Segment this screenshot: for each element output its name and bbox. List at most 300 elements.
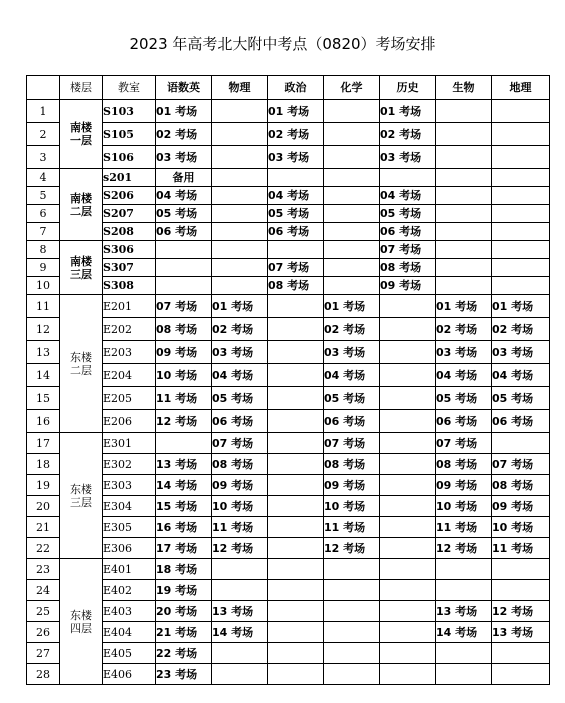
exam-cell-chinese-math-english: 13 考场 bbox=[156, 454, 212, 475]
exam-cell-geography bbox=[492, 187, 550, 205]
exam-cell-biology: 11 考场 bbox=[436, 517, 492, 538]
exam-cell-politics bbox=[268, 241, 324, 259]
room-cell: S206 bbox=[103, 187, 156, 205]
exam-cell-physics bbox=[212, 643, 268, 664]
floor-building: 东楼 bbox=[70, 350, 92, 364]
room-cell: E204 bbox=[103, 364, 156, 387]
row-number: 17 bbox=[27, 433, 60, 454]
exam-cell-chemistry bbox=[324, 223, 380, 241]
room-cell: E203 bbox=[103, 341, 156, 364]
header-cell-chemistry: 化学 bbox=[324, 76, 380, 100]
floor-cell bbox=[60, 559, 103, 685]
exam-cell-geography bbox=[492, 580, 550, 601]
exam-cell-chemistry bbox=[324, 277, 380, 295]
exam-cell-chemistry bbox=[324, 559, 380, 580]
exam-cell-biology bbox=[436, 100, 492, 123]
exam-cell-geography bbox=[492, 123, 550, 146]
room-cell: E302 bbox=[103, 454, 156, 475]
exam-cell-geography bbox=[492, 205, 550, 223]
exam-cell-politics: 08 考场 bbox=[268, 277, 324, 295]
room-cell: S308 bbox=[103, 277, 156, 295]
room-cell: S208 bbox=[103, 223, 156, 241]
exam-cell-politics: 04 考场 bbox=[268, 187, 324, 205]
exam-cell-politics bbox=[268, 622, 324, 643]
room-cell: E206 bbox=[103, 410, 156, 433]
exam-cell-biology bbox=[436, 123, 492, 146]
exam-cell-chemistry: 02 考场 bbox=[324, 318, 380, 341]
exam-cell-physics: 11 考场 bbox=[212, 517, 268, 538]
floor-building: 南楼 bbox=[70, 121, 92, 134]
table-row bbox=[27, 146, 550, 169]
exam-cell-chemistry: 05 考场 bbox=[324, 387, 380, 410]
exam-cell-chinese-math-english: 16 考场 bbox=[156, 517, 212, 538]
exam-cell-physics: 07 考场 bbox=[212, 433, 268, 454]
exam-cell-geography: 12 考场 bbox=[492, 601, 550, 622]
exam-cell-history bbox=[380, 559, 436, 580]
exam-cell-physics bbox=[212, 559, 268, 580]
row-number: 11 bbox=[27, 295, 60, 318]
exam-cell-history: 01 考场 bbox=[380, 100, 436, 123]
exam-cell-chinese-math-english: 19 考场 bbox=[156, 580, 212, 601]
exam-cell-chemistry: 12 考场 bbox=[324, 538, 380, 559]
floor-level: 二层 bbox=[70, 363, 92, 377]
exam-cell-chinese-math-english: 14 考场 bbox=[156, 475, 212, 496]
header-cell-history: 历史 bbox=[380, 76, 436, 100]
table-row bbox=[27, 318, 550, 341]
exam-cell-geography: 06 考场 bbox=[492, 410, 550, 433]
exam-cell-chemistry: 07 考场 bbox=[324, 433, 380, 454]
exam-cell-physics: 03 考场 bbox=[212, 341, 268, 364]
exam-cell-chemistry bbox=[324, 205, 380, 223]
exam-cell-politics bbox=[268, 601, 324, 622]
exam-cell-biology: 13 考场 bbox=[436, 601, 492, 622]
floor-building: 东楼 bbox=[70, 482, 92, 496]
exam-cell-chinese-math-english: 17 考场 bbox=[156, 538, 212, 559]
exam-cell-physics: 05 考场 bbox=[212, 387, 268, 410]
row-number: 16 bbox=[27, 410, 60, 433]
exam-cell-history bbox=[380, 387, 436, 410]
exam-cell-history bbox=[380, 364, 436, 387]
exam-cell-geography: 04 考场 bbox=[492, 364, 550, 387]
exam-cell-history bbox=[380, 410, 436, 433]
exam-cell-chemistry: 08 考场 bbox=[324, 454, 380, 475]
exam-cell-biology: 05 考场 bbox=[436, 387, 492, 410]
exam-cell-politics bbox=[268, 580, 324, 601]
exam-cell-physics bbox=[212, 205, 268, 223]
exam-cell-chemistry: 04 考场 bbox=[324, 364, 380, 387]
row-number: 14 bbox=[27, 364, 60, 387]
exam-cell-biology bbox=[436, 146, 492, 169]
exam-cell-geography bbox=[492, 643, 550, 664]
exam-cell-politics bbox=[268, 664, 324, 685]
exam-cell-physics bbox=[212, 223, 268, 241]
row-number: 19 bbox=[27, 475, 60, 496]
exam-cell-biology: 08 考场 bbox=[436, 454, 492, 475]
exam-cell-chemistry bbox=[324, 580, 380, 601]
exam-cell-geography: 01 考场 bbox=[492, 295, 550, 318]
exam-cell-physics: 02 考场 bbox=[212, 318, 268, 341]
exam-cell-history bbox=[380, 341, 436, 364]
exam-cell-physics: 04 考场 bbox=[212, 364, 268, 387]
row-number: 20 bbox=[27, 496, 60, 517]
exam-cell-physics bbox=[212, 259, 268, 277]
header-cell-politics: 政治 bbox=[268, 76, 324, 100]
table-row bbox=[27, 205, 550, 223]
exam-cell-chemistry: 03 考场 bbox=[324, 341, 380, 364]
row-number: 13 bbox=[27, 341, 60, 364]
exam-cell-geography bbox=[492, 146, 550, 169]
exam-cell-history bbox=[380, 601, 436, 622]
exam-cell-history: 03 考场 bbox=[380, 146, 436, 169]
floor-level: 三层 bbox=[70, 267, 92, 281]
exam-cell-chinese-math-english bbox=[156, 259, 212, 277]
exam-cell-biology bbox=[436, 664, 492, 685]
row-number: 26 bbox=[27, 622, 60, 643]
exam-cell-history: 04 考场 bbox=[380, 187, 436, 205]
exam-cell-history bbox=[380, 580, 436, 601]
exam-cell-history: 07 考场 bbox=[380, 241, 436, 259]
row-number: 7 bbox=[27, 223, 60, 241]
floor-building: 南楼 bbox=[70, 254, 92, 268]
floor-level: 四层 bbox=[70, 621, 92, 635]
exam-cell-chemistry bbox=[324, 187, 380, 205]
row-number: 4 bbox=[27, 169, 60, 187]
exam-cell-physics: 12 考场 bbox=[212, 538, 268, 559]
exam-cell-physics bbox=[212, 580, 268, 601]
exam-cell-geography: 13 考场 bbox=[492, 622, 550, 643]
room-cell: E405 bbox=[103, 643, 156, 664]
row-number: 3 bbox=[27, 146, 60, 169]
exam-cell-politics: 05 考场 bbox=[268, 205, 324, 223]
exam-cell-history bbox=[380, 318, 436, 341]
table-row bbox=[27, 496, 550, 517]
row-number: 12 bbox=[27, 318, 60, 341]
exam-cell-chemistry: 09 考场 bbox=[324, 475, 380, 496]
exam-cell-physics bbox=[212, 123, 268, 146]
exam-cell-history: 02 考场 bbox=[380, 123, 436, 146]
exam-cell-politics bbox=[268, 295, 324, 318]
exam-cell-politics: 07 考场 bbox=[268, 259, 324, 277]
exam-cell-chinese-math-english: 22 考场 bbox=[156, 643, 212, 664]
exam-cell-chinese-math-english: 02 考场 bbox=[156, 123, 212, 146]
exam-cell-physics bbox=[212, 169, 268, 187]
exam-cell-chemistry: 01 考场 bbox=[324, 295, 380, 318]
exam-cell-politics bbox=[268, 318, 324, 341]
exam-cell-chinese-math-english bbox=[156, 241, 212, 259]
exam-cell-chemistry bbox=[324, 123, 380, 146]
table-row bbox=[27, 100, 550, 123]
table-row bbox=[27, 387, 550, 410]
exam-cell-chemistry bbox=[324, 169, 380, 187]
row-number: 25 bbox=[27, 601, 60, 622]
exam-cell-biology: 02 考场 bbox=[436, 318, 492, 341]
exam-cell-geography: 03 考场 bbox=[492, 341, 550, 364]
room-cell: E201 bbox=[103, 295, 156, 318]
table-row bbox=[27, 643, 550, 664]
exam-cell-history bbox=[380, 664, 436, 685]
exam-cell-physics: 06 考场 bbox=[212, 410, 268, 433]
exam-cell-politics bbox=[268, 496, 324, 517]
exam-cell-physics: 09 考场 bbox=[212, 475, 268, 496]
exam-cell-chemistry bbox=[324, 601, 380, 622]
header-cell-geography: 地理 bbox=[492, 76, 550, 100]
exam-cell-biology: 12 考场 bbox=[436, 538, 492, 559]
exam-cell-chemistry bbox=[324, 664, 380, 685]
exam-cell-geography bbox=[492, 559, 550, 580]
exam-cell-geography: 10 考场 bbox=[492, 517, 550, 538]
page-title: 2023 年高考北大附中考点（0820）考场安排 bbox=[129, 35, 436, 53]
exam-cell-physics bbox=[212, 277, 268, 295]
exam-cell-chinese-math-english bbox=[156, 277, 212, 295]
exam-cell-physics bbox=[212, 664, 268, 685]
row-number: 23 bbox=[27, 559, 60, 580]
row-number: 28 bbox=[27, 664, 60, 685]
floor-cell bbox=[60, 433, 103, 559]
exam-cell-geography bbox=[492, 277, 550, 295]
table-row bbox=[27, 259, 550, 277]
room-cell: S106 bbox=[103, 146, 156, 169]
exam-cell-geography bbox=[492, 433, 550, 454]
exam-cell-politics bbox=[268, 643, 324, 664]
exam-cell-chinese-math-english: 03 考场 bbox=[156, 146, 212, 169]
room-cell: E406 bbox=[103, 664, 156, 685]
exam-cell-geography bbox=[492, 241, 550, 259]
room-cell: E401 bbox=[103, 559, 156, 580]
exam-cell-chemistry bbox=[324, 241, 380, 259]
exam-cell-biology: 01 考场 bbox=[436, 295, 492, 318]
exam-cell-biology bbox=[436, 277, 492, 295]
table-row bbox=[27, 622, 550, 643]
exam-cell-politics: 02 考场 bbox=[268, 123, 324, 146]
table-row bbox=[27, 559, 550, 580]
exam-cell-biology bbox=[436, 580, 492, 601]
room-cell: E202 bbox=[103, 318, 156, 341]
exam-cell-chinese-math-english bbox=[156, 433, 212, 454]
exam-cell-geography bbox=[492, 100, 550, 123]
table-row bbox=[27, 433, 550, 454]
exam-cell-politics: 06 考场 bbox=[268, 223, 324, 241]
table-row bbox=[27, 580, 550, 601]
exam-cell-politics bbox=[268, 454, 324, 475]
floor-building: 东楼 bbox=[70, 608, 92, 622]
exam-cell-politics bbox=[268, 517, 324, 538]
room-cell: E402 bbox=[103, 580, 156, 601]
exam-cell-history bbox=[380, 496, 436, 517]
exam-cell-chinese-math-english: 01 考场 bbox=[156, 100, 212, 123]
room-cell: E306 bbox=[103, 538, 156, 559]
room-cell: S103 bbox=[103, 100, 156, 123]
table-row bbox=[27, 169, 550, 187]
table-row bbox=[27, 341, 550, 364]
exam-cell-history bbox=[380, 454, 436, 475]
exam-cell-biology bbox=[436, 643, 492, 664]
floor-cell bbox=[60, 100, 103, 169]
table-row bbox=[27, 223, 550, 241]
row-number: 21 bbox=[27, 517, 60, 538]
exam-cell-geography bbox=[492, 223, 550, 241]
table-row bbox=[27, 410, 550, 433]
exam-cell-chemistry: 10 考场 bbox=[324, 496, 380, 517]
exam-cell-politics bbox=[268, 364, 324, 387]
exam-cell-biology bbox=[436, 205, 492, 223]
header-cell-chinese-math-english: 语数英 bbox=[156, 76, 212, 100]
row-number: 24 bbox=[27, 580, 60, 601]
table-row bbox=[27, 187, 550, 205]
exam-cell-biology: 06 考场 bbox=[436, 410, 492, 433]
exam-cell-politics bbox=[268, 559, 324, 580]
exam-cell-chinese-math-english: 08 考场 bbox=[156, 318, 212, 341]
exam-cell-chinese-math-english: 04 考场 bbox=[156, 187, 212, 205]
row-number: 18 bbox=[27, 454, 60, 475]
exam-cell-biology: 10 考场 bbox=[436, 496, 492, 517]
exam-cell-chinese-math-english: 07 考场 bbox=[156, 295, 212, 318]
row-number: 2 bbox=[27, 123, 60, 146]
row-number: 6 bbox=[27, 205, 60, 223]
table-row bbox=[27, 277, 550, 295]
exam-cell-geography bbox=[492, 664, 550, 685]
row-number: 8 bbox=[27, 241, 60, 259]
exam-cell-history bbox=[380, 475, 436, 496]
exam-cell-physics: 14 考场 bbox=[212, 622, 268, 643]
room-cell: s201 bbox=[103, 169, 156, 187]
exam-cell-biology: 03 考场 bbox=[436, 341, 492, 364]
table-row bbox=[27, 241, 550, 259]
table-row bbox=[27, 664, 550, 685]
exam-cell-chemistry: 11 考场 bbox=[324, 517, 380, 538]
exam-cell-politics bbox=[268, 410, 324, 433]
exam-cell-chemistry bbox=[324, 643, 380, 664]
floor-cell bbox=[60, 169, 103, 241]
room-cell: E304 bbox=[103, 496, 156, 517]
exam-cell-geography: 11 考场 bbox=[492, 538, 550, 559]
exam-cell-physics: 10 考场 bbox=[212, 496, 268, 517]
floor-level: 一层 bbox=[70, 134, 92, 147]
exam-cell-politics: 03 考场 bbox=[268, 146, 324, 169]
header-cell-room: 教室 bbox=[103, 76, 156, 100]
exam-cell-chinese-math-english: 12 考场 bbox=[156, 410, 212, 433]
exam-cell-chemistry bbox=[324, 622, 380, 643]
exam-cell-geography bbox=[492, 169, 550, 187]
exam-cell-history bbox=[380, 643, 436, 664]
exam-cell-physics bbox=[212, 241, 268, 259]
exam-cell-physics bbox=[212, 187, 268, 205]
exam-room-table bbox=[26, 75, 550, 685]
exam-cell-geography: 09 考场 bbox=[492, 496, 550, 517]
room-cell: E205 bbox=[103, 387, 156, 410]
header-cell-index bbox=[27, 76, 60, 100]
row-number: 1 bbox=[27, 100, 60, 123]
row-number: 22 bbox=[27, 538, 60, 559]
exam-cell-history bbox=[380, 622, 436, 643]
exam-cell-history bbox=[380, 169, 436, 187]
header-cell-floor: 楼层 bbox=[60, 76, 103, 100]
exam-cell-geography: 05 考场 bbox=[492, 387, 550, 410]
table-row bbox=[27, 517, 550, 538]
room-cell: S207 bbox=[103, 205, 156, 223]
exam-cell-chinese-math-english: 05 考场 bbox=[156, 205, 212, 223]
room-cell: E301 bbox=[103, 433, 156, 454]
floor-cell bbox=[60, 241, 103, 295]
exam-cell-politics: 01 考场 bbox=[268, 100, 324, 123]
exam-cell-politics bbox=[268, 341, 324, 364]
header-row bbox=[27, 76, 550, 100]
exam-cell-biology bbox=[436, 169, 492, 187]
room-cell: E403 bbox=[103, 601, 156, 622]
table-row bbox=[27, 475, 550, 496]
exam-cell-chinese-math-english: 18 考场 bbox=[156, 559, 212, 580]
exam-cell-chinese-math-english: 09 考场 bbox=[156, 341, 212, 364]
exam-cell-history: 08 考场 bbox=[380, 259, 436, 277]
row-number: 15 bbox=[27, 387, 60, 410]
room-cell: E305 bbox=[103, 517, 156, 538]
exam-cell-geography: 02 考场 bbox=[492, 318, 550, 341]
exam-cell-chinese-math-english: 23 考场 bbox=[156, 664, 212, 685]
exam-cell-biology bbox=[436, 187, 492, 205]
header-cell-biology: 生物 bbox=[436, 76, 492, 100]
exam-cell-biology: 09 考场 bbox=[436, 475, 492, 496]
exam-cell-biology: 14 考场 bbox=[436, 622, 492, 643]
exam-cell-chinese-math-english: 11 考场 bbox=[156, 387, 212, 410]
table-row bbox=[27, 538, 550, 559]
table-row bbox=[27, 454, 550, 475]
exam-cell-politics bbox=[268, 387, 324, 410]
exam-cell-politics bbox=[268, 433, 324, 454]
exam-cell-physics bbox=[212, 146, 268, 169]
exam-cell-geography: 07 考场 bbox=[492, 454, 550, 475]
room-cell: S307 bbox=[103, 259, 156, 277]
exam-cell-physics: 08 考场 bbox=[212, 454, 268, 475]
exam-cell-biology bbox=[436, 223, 492, 241]
exam-cell-politics bbox=[268, 475, 324, 496]
exam-cell-chinese-math-english: 15 考场 bbox=[156, 496, 212, 517]
table-row bbox=[27, 364, 550, 387]
floor-cell bbox=[60, 295, 103, 433]
exam-cell-geography: 08 考场 bbox=[492, 475, 550, 496]
exam-cell-physics: 01 考场 bbox=[212, 295, 268, 318]
exam-cell-chinese-math-english: 20 考场 bbox=[156, 601, 212, 622]
exam-cell-chinese-math-english: 06 考场 bbox=[156, 223, 212, 241]
table-row bbox=[27, 295, 550, 318]
exam-cell-physics bbox=[212, 100, 268, 123]
exam-cell-biology: 04 考场 bbox=[436, 364, 492, 387]
exam-cell-history: 05 考场 bbox=[380, 205, 436, 223]
exam-cell-history bbox=[380, 517, 436, 538]
exam-cell-chemistry bbox=[324, 100, 380, 123]
row-number: 9 bbox=[27, 259, 60, 277]
exam-cell-physics: 13 考场 bbox=[212, 601, 268, 622]
room-cell: E303 bbox=[103, 475, 156, 496]
table-row bbox=[27, 601, 550, 622]
floor-building: 南楼 bbox=[70, 191, 92, 205]
exam-cell-geography bbox=[492, 259, 550, 277]
exam-cell-history: 09 考场 bbox=[380, 277, 436, 295]
exam-cell-biology bbox=[436, 241, 492, 259]
row-number: 27 bbox=[27, 643, 60, 664]
table-row bbox=[27, 123, 550, 146]
exam-cell-chinese-math-english: 10 考场 bbox=[156, 364, 212, 387]
exam-cell-chinese-math-english: 备用 bbox=[156, 169, 212, 187]
floor-level: 三层 bbox=[70, 495, 92, 509]
row-number: 5 bbox=[27, 187, 60, 205]
exam-cell-history bbox=[380, 538, 436, 559]
header-cell-physics: 物理 bbox=[212, 76, 268, 100]
exam-cell-history bbox=[380, 295, 436, 318]
room-cell: E404 bbox=[103, 622, 156, 643]
exam-cell-chemistry bbox=[324, 259, 380, 277]
exam-cell-history bbox=[380, 433, 436, 454]
room-cell: S306 bbox=[103, 241, 156, 259]
exam-cell-chemistry bbox=[324, 146, 380, 169]
